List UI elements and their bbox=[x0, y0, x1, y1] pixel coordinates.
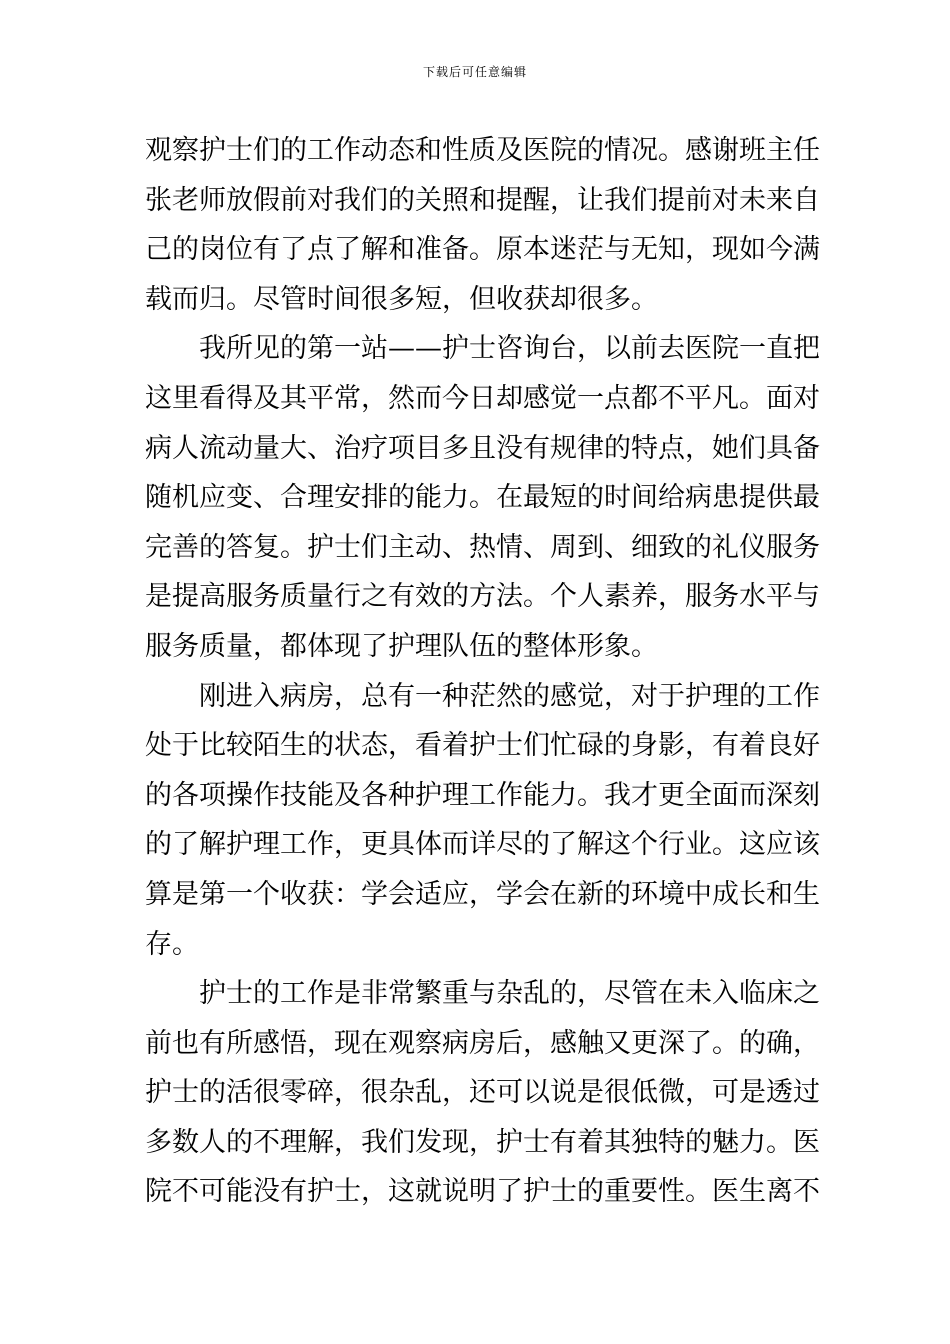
page-header: 下载后可任意编辑 bbox=[422, 65, 527, 79]
text-line: 是提高服务质量行之有效的方法。个人素养，服务水平与 bbox=[145, 581, 820, 613]
text-line: 多数人的不理解，我们发现，护士有着其独特的魅力。医 bbox=[145, 1126, 820, 1158]
text-line: 护士的活很零碎，很杂乱，还可以说是很低微，可是透过 bbox=[145, 1077, 820, 1109]
text-line: 处于比较陌生的状态，看着护士们忙碌的身影，有着良好 bbox=[145, 730, 820, 762]
text-line: 的了解护理工作，更具体而详尽的了解这个行业。这应该 bbox=[145, 829, 820, 861]
text-line: 己的岗位有了点了解和准备。原本迷茫与无知，现如今满 bbox=[145, 234, 820, 266]
text-line: 的各项操作技能及各种护理工作能力。我才更全面而深刻 bbox=[145, 779, 820, 811]
text-line: 前也有所感悟，现在观察病房后，感触又更深了。的确， bbox=[145, 1027, 820, 1059]
text-line: 护士的工作是非常繁重与杂乱的，尽管在未入临床之 bbox=[199, 978, 820, 1010]
text-line: 院不可能没有护士，这就说明了护士的重要性。医生离不 bbox=[145, 1176, 820, 1208]
text-line: 随机应变、合理安排的能力。在最短的时间给病患提供最 bbox=[145, 482, 820, 514]
text-line: 刚进入病房，总有一种茫然的感觉，对于护理的工作 bbox=[199, 680, 820, 712]
text-line: 存。 bbox=[145, 928, 199, 960]
text-line: 病人流动量大、治疗项目多且没有规律的特点，她们具备 bbox=[145, 432, 820, 464]
text-line: 服务质量，都体现了护理队伍的整体形象。 bbox=[145, 630, 658, 662]
document-body bbox=[145, 126, 820, 1217]
text-line: 这里看得及其平常，然而今日却感觉一点都不平凡。面对 bbox=[145, 382, 820, 414]
text-line: 完善的答复。护士们主动、热情、周到、细致的礼仪服务 bbox=[145, 531, 820, 563]
text-line: 观察护士们的工作动态和性质及医院的情况。感谢班主任 bbox=[145, 135, 820, 166]
text-line: 张老师放假前对我们的关照和提醒，让我们提前对未来自 bbox=[145, 184, 820, 216]
text-line: 载而归。尽管时间很多短，但收获却很多。 bbox=[145, 283, 658, 315]
text-line: 我所见的第一站——护士咨询台，以前去医院一直把 bbox=[199, 333, 820, 365]
text-line: 算是第一个收获：学会适应，学会在新的环境中成长和生 bbox=[145, 878, 820, 910]
